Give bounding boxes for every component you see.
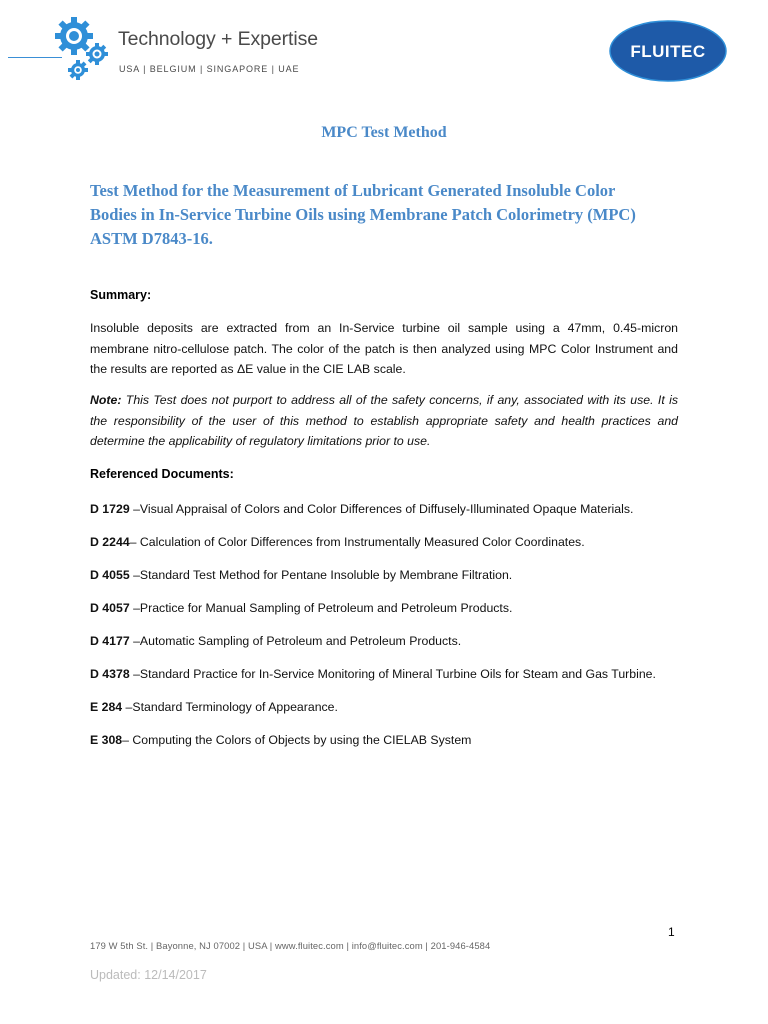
note-text: This Test does not purport to address all of the safety concerns, if any, associated with its use. It is the responsibility of the user of this method to establish appropriate safety and health practices and determine the applicability of regulatory limitations prior to use. [90, 393, 678, 448]
reference-item [90, 731, 690, 764]
reference-code: D 4055 [90, 568, 130, 582]
reference-item [90, 500, 690, 533]
summary-label: Summary: [90, 288, 152, 302]
reference-code: D 2244 [90, 535, 130, 549]
footer-contact: 179 W 5th St. | Bayonne, NJ 07002 | USA | www.fluitec.com | info@fluitec.com | 201-946-4584 [90, 940, 491, 951]
references-label: Referenced Documents: [90, 467, 234, 481]
reference-code: D 1729 [90, 502, 130, 516]
reference-item [90, 599, 690, 632]
company-offices: USA | BELGIUM | SINGAPORE | UAE [119, 64, 300, 74]
fluitec-logo [608, 20, 728, 82]
summary-text: Insoluble deposits are extracted from an In-Service turbine oil sample using a 47mm, 0.45-micron membrane nitro-cellulose patch. The color of the patch is then analyzed using MPC Color Instrument and the results are reported as ΔE value in the CIE LAB scale. [90, 321, 678, 376]
footer-updated-date: Updated: 12/14/2017 [90, 968, 207, 982]
reference-title: –Standard Test Method for Pentane Insoluble by Membrane Filtration. [129, 568, 513, 582]
reference-title: – Calculation of Color Differences from Instrumentally Measured Color Coordinates. [129, 535, 585, 549]
note-label: Note: [90, 393, 122, 407]
reference-item [90, 632, 690, 665]
page-number: 1 [668, 925, 675, 939]
reference-code: D 4057 [90, 601, 130, 615]
safety-note [90, 390, 678, 452]
reference-item [90, 566, 690, 599]
reference-item [90, 698, 690, 731]
references-list [90, 500, 690, 764]
reference-item [90, 533, 690, 566]
reference-code: E 308 [90, 733, 123, 747]
reference-code: E 284 [90, 700, 123, 714]
document-title: MPC Test Method [321, 124, 447, 141]
document-heading: Test Method for the Measurement of Lubricant Generated Insoluble Color Bodies in In-Service Turbine Oils using Membrane Patch Colorimetry (MPC) ASTM D7843-16. [90, 181, 636, 248]
gears-icon [52, 14, 112, 82]
logo-text: FLUITEC [630, 42, 706, 61]
reference-code: D 4378 [90, 667, 130, 681]
reference-item [90, 665, 690, 698]
reference-code: D 4177 [90, 634, 130, 648]
reference-title: –Standard Terminology of Appearance. [122, 700, 338, 714]
reference-title: –Practice for Manual Sampling of Petroleum and Petroleum Products. [129, 601, 513, 615]
reference-title: –Visual Appraisal of Colors and Color Differences of Diffusely-Illuminated Opaque Materials. [129, 502, 634, 516]
company-tagline: Technology + Expertise [118, 28, 318, 50]
reference-title: –Standard Practice for In-Service Monitoring of Mineral Turbine Oils for Steam and Gas Turbine. [129, 667, 656, 681]
reference-title: – Computing the Colors of Objects by using the CIELAB System [122, 733, 472, 747]
reference-title: –Automatic Sampling of Petroleum and Petroleum Products. [129, 634, 462, 648]
